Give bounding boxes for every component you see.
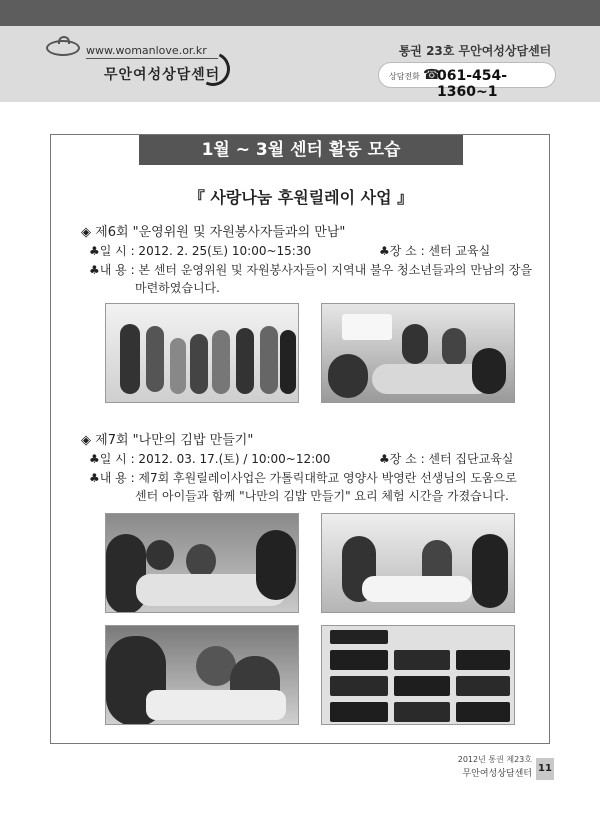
event-place: ♣장 소 : 센터 교육실 [379, 244, 491, 258]
event-date: ♣일 시 : 2012. 03. 17.(토) / 10:00~12:00 [89, 452, 331, 466]
center-name: 무안여성상담센터 [104, 67, 221, 83]
content-frame [50, 134, 550, 744]
logo-icon [46, 40, 80, 56]
top-bar [0, 0, 600, 26]
phone-label: 상담전화 [389, 72, 420, 81]
event-photo [105, 303, 299, 403]
event-photo [105, 625, 299, 725]
event-photo [105, 513, 299, 613]
phone-icon: ☎ [423, 67, 441, 83]
event-place: ♣장 소 : 센터 집단교육실 [379, 452, 514, 466]
phone-box [378, 62, 556, 100]
footer-center-name: 무안여성상담센터 [462, 769, 532, 779]
website-url[interactable]: www.womanlove.or.kr [86, 44, 207, 57]
event-photo [321, 625, 515, 725]
phone-number: 061-454-1360~1 [437, 68, 508, 100]
event-title: ◈ 제6회 "운영위원 및 자원봉사자들과의 만남" [81, 225, 346, 240]
event-content: ♣내 용 : 제7회 후원릴레이사업은 가톨릭대학교 영양사 박영란 선생님의 도움으로 [89, 471, 517, 485]
event-content: ♣내 용 : 본 센터 운영위원 및 자원봉사자들이 지역내 불우 청소년들과의 만남의 장을 [89, 263, 533, 277]
event-title: ◈ 제7회 "나만의 김밥 만들기" [81, 433, 254, 448]
footer-issue: 2012년 통권 제23호 [457, 755, 532, 764]
event-content-cont: 센터 아이들과 함께 "나만의 김밥 만들기" 요리 체험 시간을 가졌습니다. [135, 489, 509, 503]
issue-title: 통권 23호 무안여성상담센터 [398, 44, 552, 58]
page-number: 11 [536, 758, 554, 780]
event-date: ♣일 시 : 2012. 2. 25(토) 10:00~15:30 [89, 244, 312, 258]
event-photo [321, 513, 515, 613]
event-content-cont: 마련하였습니다. [135, 281, 220, 295]
event-photo [321, 303, 515, 403]
section-subtitle: 『 사랑나눔 후원릴레이 사업 』 [188, 188, 414, 207]
section-banner: 1월 ~ 3월 센터 활동 모습 [139, 135, 463, 165]
